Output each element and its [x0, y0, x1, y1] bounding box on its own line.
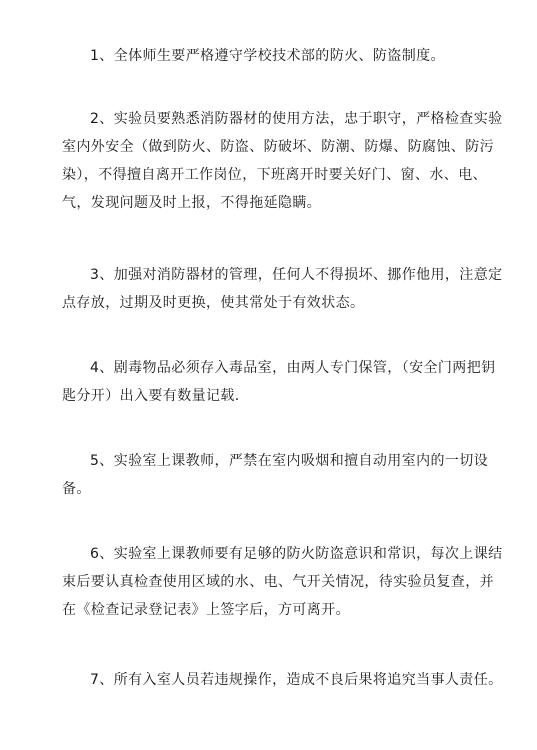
rule-paragraph-2: 2、实验员要熟悉消防器材的使用方法，忠于职守，严格检查实验室内外安全（做到防火、防盗、防破坏、防潮、防爆、防腐蚀、防污染），不得擅自离开工作岗位，下班离开时要关好门、窗、水、电、气，发现问题及时上报，不得拖延隐瞒。 [62, 111, 503, 211]
rule-paragraph-6: 6、实验室上课教师要有足够的防火防盗意识和常识，每次上课结束后要认真检查使用区域的水、电、气开关情况，待实验员复查，并在《检查记录登记表》上签字后，方可离开。 [62, 546, 503, 618]
rule-paragraph-7: 7、所有入室人员若违规操作，造成不良后果将追究当事人责任。 [90, 672, 503, 688]
rule-paragraph-5: 5、实验室上课教师，严禁在室内吸烟和擅自动用室内的一切设备。 [62, 453, 489, 497]
rule-paragraph-1: 1、全体师生要严格遵守学校技术部的防火、防盗制度。 [90, 48, 445, 64]
rule-paragraph-4: 4、剧毒物品必须存入毒品室，由两人专门保管，（安全门两把钥匙分开）出入要有数量记载. [62, 360, 496, 404]
rule-paragraph-3: 3、加强对消防器材的管理，任何人不得损坏、挪作他用，注意定点存放，过期及时更换，使其常处于有效状态。 [62, 267, 503, 311]
